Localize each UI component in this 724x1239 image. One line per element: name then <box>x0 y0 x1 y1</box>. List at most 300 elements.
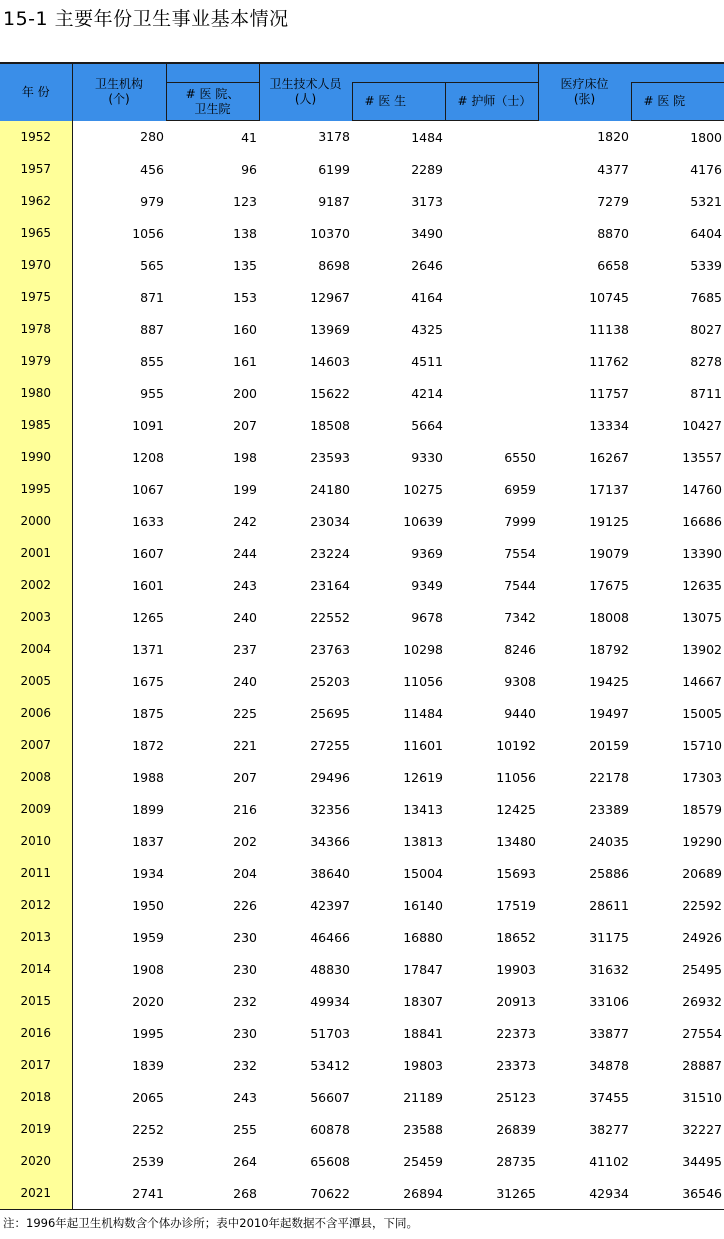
year-cell: 1980 <box>0 377 72 409</box>
value-cell: 1601 <box>132 577 164 593</box>
year-cell: 2021 <box>0 1177 72 1210</box>
value-cell: 1371 <box>132 641 164 657</box>
value-cell: 887 <box>140 321 164 337</box>
value-cell: 1484 <box>411 129 443 145</box>
value-cell: 26839 <box>496 1121 536 1137</box>
value-cell: 199 <box>233 481 257 497</box>
value-cell: 19290 <box>682 833 722 849</box>
value-cell: 8278 <box>690 353 722 369</box>
year-cell: 1970 <box>0 249 72 281</box>
table-row <box>0 1049 724 1081</box>
value-cell: 38277 <box>589 1121 629 1137</box>
header-hospitals-line1: # 医 院、 <box>185 86 240 101</box>
table-row <box>0 313 724 345</box>
value-cell: 1875 <box>132 705 164 721</box>
value-cell: 13557 <box>682 449 722 465</box>
year-cell: 2015 <box>0 985 72 1017</box>
value-cell: 7279 <box>597 193 629 209</box>
value-cell: 1988 <box>132 769 164 785</box>
value-cell <box>445 281 538 313</box>
value-cell: 3178 <box>318 129 350 145</box>
value-cell: 15622 <box>310 385 350 401</box>
value-cell: 6199 <box>318 161 350 177</box>
value-cell: 25459 <box>403 1153 443 1169</box>
value-cell: 15693 <box>496 865 536 881</box>
value-cell: 4164 <box>411 289 443 305</box>
table-row <box>0 825 724 857</box>
value-cell: 14760 <box>682 481 722 497</box>
value-cell: 1995 <box>132 1025 164 1041</box>
value-cell: 34878 <box>589 1057 629 1073</box>
value-cell: 4325 <box>411 321 443 337</box>
value-cell: 2289 <box>411 161 443 177</box>
value-cell: 10639 <box>403 513 443 529</box>
value-cell: 24035 <box>589 833 629 849</box>
year-cell: 2004 <box>0 633 72 665</box>
value-cell: 1800 <box>690 129 722 145</box>
value-cell <box>445 249 538 281</box>
value-cell: 240 <box>233 609 257 625</box>
value-cell: 36546 <box>631 1177 724 1210</box>
value-cell: 10370 <box>310 225 350 241</box>
value-cell: 23588 <box>403 1121 443 1137</box>
value-cell: 21189 <box>403 1089 443 1105</box>
value-cell: 12425 <box>496 801 536 817</box>
year-cell: 2011 <box>0 857 72 889</box>
table-row <box>0 505 724 537</box>
value-cell: 23034 <box>310 513 350 529</box>
value-cell: 29496 <box>310 769 350 785</box>
header-doctors: # 医 生 <box>352 83 445 121</box>
year-cell: 2016 <box>0 1017 72 1049</box>
table-row <box>0 761 724 793</box>
value-cell: 16686 <box>682 513 722 529</box>
value-cell <box>445 409 538 441</box>
value-cell: 221 <box>233 737 257 753</box>
value-cell: 42397 <box>310 897 350 913</box>
year-cell: 2003 <box>0 601 72 633</box>
header-institutions <box>72 63 166 121</box>
value-cell: 4176 <box>690 161 722 177</box>
value-cell: 1934 <box>132 865 164 881</box>
value-cell: 8698 <box>318 257 350 273</box>
value-cell: 225 <box>233 705 257 721</box>
value-cell: 11601 <box>403 737 443 753</box>
table-row <box>0 409 724 441</box>
table-row <box>0 1081 724 1113</box>
table-row <box>0 889 724 921</box>
value-cell: 855 <box>140 353 164 369</box>
value-cell: 4511 <box>411 353 443 369</box>
table-row <box>0 1145 724 1177</box>
header-nurses: # 护师（士） <box>445 83 538 121</box>
value-cell: 23389 <box>589 801 629 817</box>
value-cell: 280 <box>140 129 164 145</box>
value-cell <box>445 153 538 185</box>
header-institutions-label: 卫生机构 <box>94 77 143 92</box>
value-cell: 8870 <box>597 225 629 241</box>
table-row <box>0 1177 724 1210</box>
value-cell: 8246 <box>504 641 536 657</box>
value-cell: 15005 <box>682 705 722 721</box>
value-cell: 202 <box>233 833 257 849</box>
value-cell: 17303 <box>682 769 722 785</box>
value-cell: 18841 <box>403 1025 443 1041</box>
value-cell: 135 <box>233 257 257 273</box>
value-cell: 22178 <box>589 769 629 785</box>
value-cell: 20689 <box>682 865 722 881</box>
value-cell: 19079 <box>589 545 629 561</box>
value-cell: 198 <box>233 449 257 465</box>
year-cell: 2010 <box>0 825 72 857</box>
value-cell: 42934 <box>538 1177 631 1210</box>
value-cell: 25123 <box>496 1089 536 1105</box>
year-cell: 2014 <box>0 953 72 985</box>
value-cell: 1899 <box>132 801 164 817</box>
value-cell: 1950 <box>132 897 164 913</box>
year-cell: 2009 <box>0 793 72 825</box>
value-cell: 1959 <box>132 929 164 945</box>
value-cell: 243 <box>233 577 257 593</box>
header-hospitals-top <box>166 63 259 83</box>
header-spacer <box>352 63 538 83</box>
value-cell: 13969 <box>310 321 350 337</box>
value-cell: 979 <box>140 193 164 209</box>
value-cell: 160 <box>233 321 257 337</box>
value-cell: 955 <box>140 385 164 401</box>
value-cell: 28887 <box>682 1057 722 1073</box>
value-cell <box>445 345 538 377</box>
value-cell: 34366 <box>310 833 350 849</box>
year-cell: 2013 <box>0 921 72 953</box>
table-body <box>0 121 724 1210</box>
value-cell: 230 <box>233 1025 257 1041</box>
value-cell: 19125 <box>589 513 629 529</box>
value-cell: 23763 <box>310 641 350 657</box>
table-row <box>0 857 724 889</box>
value-cell: 22373 <box>496 1025 536 1041</box>
value-cell: 11056 <box>403 673 443 689</box>
year-cell: 2006 <box>0 697 72 729</box>
year-cell: 2019 <box>0 1113 72 1145</box>
value-cell: 15004 <box>403 865 443 881</box>
value-cell: 53412 <box>310 1057 350 1073</box>
page-title: 15-1 主要年份卫生事业基本情况 <box>3 8 289 30</box>
value-cell: 11762 <box>589 353 629 369</box>
value-cell: 5664 <box>411 417 443 433</box>
value-cell: 4214 <box>411 385 443 401</box>
value-cell: 1056 <box>132 225 164 241</box>
year-cell: 1990 <box>0 441 72 473</box>
table-row <box>0 1017 724 1049</box>
table-row <box>0 281 724 313</box>
value-cell: 123 <box>233 193 257 209</box>
value-cell: 11484 <box>403 705 443 721</box>
value-cell: 1839 <box>132 1057 164 1073</box>
value-cell: 1091 <box>132 417 164 433</box>
value-cell: 7999 <box>504 513 536 529</box>
year-cell: 1995 <box>0 473 72 505</box>
year-cell: 2017 <box>0 1049 72 1081</box>
value-cell: 6404 <box>690 225 722 241</box>
value-cell: 1208 <box>132 449 164 465</box>
table-row <box>0 985 724 1017</box>
table-row <box>0 441 724 473</box>
value-cell: 1837 <box>132 833 164 849</box>
value-cell: 17847 <box>403 961 443 977</box>
value-cell <box>445 377 538 409</box>
value-cell: 9678 <box>411 609 443 625</box>
value-cell: 8027 <box>690 321 722 337</box>
value-cell: 255 <box>233 1121 257 1137</box>
value-cell: 31632 <box>589 961 629 977</box>
value-cell: 6550 <box>504 449 536 465</box>
value-cell: 19425 <box>589 673 629 689</box>
value-cell: 9440 <box>504 705 536 721</box>
value-cell: 13480 <box>496 833 536 849</box>
value-cell: 25495 <box>682 961 722 977</box>
year-cell: 2012 <box>0 889 72 921</box>
year-cell: 1979 <box>0 345 72 377</box>
value-cell: 10192 <box>496 737 536 753</box>
value-cell: 12619 <box>403 769 443 785</box>
value-cell: 23593 <box>310 449 350 465</box>
value-cell: 240 <box>233 673 257 689</box>
value-cell: 153 <box>233 289 257 305</box>
value-cell: 20913 <box>496 993 536 1009</box>
value-cell: 4377 <box>597 161 629 177</box>
value-cell: 6658 <box>597 257 629 273</box>
value-cell: 10427 <box>682 417 722 433</box>
value-cell: 9187 <box>318 193 350 209</box>
header-technicians-label: 卫生技术人员 <box>269 77 342 92</box>
value-cell: 10275 <box>403 481 443 497</box>
table-row <box>0 153 724 185</box>
header-technicians <box>259 63 352 121</box>
year-cell: 2007 <box>0 729 72 761</box>
value-cell: 23373 <box>496 1057 536 1073</box>
value-cell: 60878 <box>310 1121 350 1137</box>
value-cell: 9330 <box>411 449 443 465</box>
table-row <box>0 121 724 154</box>
year-cell: 1957 <box>0 153 72 185</box>
table-row <box>0 1113 724 1145</box>
value-cell: 5339 <box>690 257 722 273</box>
table-row <box>0 185 724 217</box>
value-cell: 70622 <box>259 1177 352 1210</box>
value-cell: 41102 <box>589 1153 629 1169</box>
year-cell: 2018 <box>0 1081 72 1113</box>
table-row <box>0 537 724 569</box>
year-cell: 1965 <box>0 217 72 249</box>
value-cell: 264 <box>233 1153 257 1169</box>
year-cell: 1985 <box>0 409 72 441</box>
value-cell: 48830 <box>310 961 350 977</box>
value-cell: 232 <box>233 993 257 1009</box>
value-cell: 1633 <box>132 513 164 529</box>
year-cell: 2005 <box>0 665 72 697</box>
value-cell: 3173 <box>411 193 443 209</box>
value-cell: 1820 <box>597 129 629 145</box>
table-row <box>0 793 724 825</box>
value-cell: 230 <box>233 961 257 977</box>
value-cell: 200 <box>233 385 257 401</box>
value-cell: 207 <box>233 417 257 433</box>
value-cell: 17519 <box>496 897 536 913</box>
value-cell: 33877 <box>589 1025 629 1041</box>
value-cell: 26932 <box>682 993 722 1009</box>
value-cell: 18792 <box>589 641 629 657</box>
value-cell: 33106 <box>589 993 629 1009</box>
header-technicians-unit: (人) <box>294 92 317 107</box>
value-cell: 65608 <box>310 1153 350 1169</box>
table-row <box>0 697 724 729</box>
value-cell: 28735 <box>496 1153 536 1169</box>
value-cell: 216 <box>233 801 257 817</box>
value-cell: 32356 <box>310 801 350 817</box>
value-cell: 456 <box>140 161 164 177</box>
value-cell: 18008 <box>589 609 629 625</box>
value-cell: 2252 <box>132 1121 164 1137</box>
value-cell: 20159 <box>589 737 629 753</box>
value-cell: 230 <box>233 929 257 945</box>
year-cell: 2008 <box>0 761 72 793</box>
value-cell: 18508 <box>310 417 350 433</box>
table-row <box>0 569 724 601</box>
value-cell: 7342 <box>504 609 536 625</box>
value-cell: 11056 <box>496 769 536 785</box>
table-row <box>0 953 724 985</box>
value-cell: 2020 <box>132 993 164 1009</box>
value-cell: 10298 <box>403 641 443 657</box>
value-cell: 1265 <box>132 609 164 625</box>
header-beds-label: 医疗床位 <box>560 77 609 92</box>
value-cell: 27255 <box>310 737 350 753</box>
table-row <box>0 217 724 249</box>
value-cell: 16880 <box>403 929 443 945</box>
value-cell: 31510 <box>682 1089 722 1105</box>
value-cell: 17137 <box>589 481 629 497</box>
value-cell: 242 <box>233 513 257 529</box>
value-cell <box>445 185 538 217</box>
value-cell: 243 <box>233 1089 257 1105</box>
value-cell <box>445 121 538 154</box>
header-hospital-beds: # 医 院 <box>631 83 724 121</box>
value-cell: 14603 <box>310 353 350 369</box>
value-cell: 207 <box>233 769 257 785</box>
value-cell: 22592 <box>682 897 722 913</box>
header-year: 年 份 <box>0 63 72 121</box>
value-cell: 7544 <box>504 577 536 593</box>
value-cell: 161 <box>233 353 257 369</box>
value-cell: 204 <box>233 865 257 881</box>
value-cell: 24926 <box>682 929 722 945</box>
header-hospitals-line2: 卫生院 <box>194 101 231 116</box>
value-cell: 51703 <box>310 1025 350 1041</box>
value-cell: 1872 <box>132 737 164 753</box>
value-cell: 268 <box>166 1177 259 1210</box>
value-cell: 96 <box>241 161 257 177</box>
value-cell: 49934 <box>310 993 350 1009</box>
table-row <box>0 473 724 505</box>
year-cell: 2020 <box>0 1145 72 1177</box>
value-cell: 28611 <box>589 897 629 913</box>
table-row <box>0 249 724 281</box>
table-row <box>0 729 724 761</box>
year-cell: 2000 <box>0 505 72 537</box>
value-cell: 2646 <box>411 257 443 273</box>
value-cell: 23224 <box>310 545 350 561</box>
year-cell: 2002 <box>0 569 72 601</box>
value-cell: 2539 <box>132 1153 164 1169</box>
year-cell: 1978 <box>0 313 72 345</box>
value-cell: 9369 <box>411 545 443 561</box>
value-cell: 1908 <box>132 961 164 977</box>
value-cell: 18652 <box>496 929 536 945</box>
table-row <box>0 377 724 409</box>
value-cell: 11138 <box>589 321 629 337</box>
header-hospitals <box>166 83 259 121</box>
header-beds <box>538 63 631 121</box>
value-cell: 237 <box>233 641 257 657</box>
value-cell: 25695 <box>310 705 350 721</box>
value-cell: 12967 <box>310 289 350 305</box>
value-cell: 14667 <box>682 673 722 689</box>
value-cell: 16140 <box>403 897 443 913</box>
year-cell: 1952 <box>0 121 72 154</box>
value-cell: 37455 <box>589 1089 629 1105</box>
value-cell: 226 <box>233 897 257 913</box>
value-cell: 138 <box>233 225 257 241</box>
value-cell: 13334 <box>589 417 629 433</box>
value-cell: 10745 <box>589 289 629 305</box>
value-cell: 13390 <box>682 545 722 561</box>
value-cell: 56607 <box>310 1089 350 1105</box>
value-cell <box>445 313 538 345</box>
value-cell: 25886 <box>589 865 629 881</box>
health-statistics-table <box>0 62 724 1210</box>
header-beds-unit: (张) <box>573 92 596 107</box>
table-row <box>0 601 724 633</box>
value-cell: 15710 <box>682 737 722 753</box>
value-cell: 16267 <box>589 449 629 465</box>
value-cell: 46466 <box>310 929 350 945</box>
year-cell: 2001 <box>0 537 72 569</box>
value-cell: 2065 <box>132 1089 164 1105</box>
value-cell: 11757 <box>589 385 629 401</box>
table-header <box>0 63 724 121</box>
value-cell: 18307 <box>403 993 443 1009</box>
value-cell: 18579 <box>682 801 722 817</box>
value-cell: 2741 <box>72 1177 166 1210</box>
year-cell: 1962 <box>0 185 72 217</box>
table-row <box>0 633 724 665</box>
value-cell: 1067 <box>132 481 164 497</box>
value-cell: 38640 <box>310 865 350 881</box>
value-cell: 26894 <box>352 1177 445 1210</box>
value-cell: 8711 <box>690 385 722 401</box>
value-cell: 9349 <box>411 577 443 593</box>
value-cell: 13902 <box>682 641 722 657</box>
value-cell: 41 <box>241 129 257 145</box>
value-cell: 34495 <box>682 1153 722 1169</box>
value-cell: 7554 <box>504 545 536 561</box>
value-cell: 13813 <box>403 833 443 849</box>
value-cell: 23164 <box>310 577 350 593</box>
value-cell: 19803 <box>403 1057 443 1073</box>
value-cell: 871 <box>140 289 164 305</box>
value-cell: 19497 <box>589 705 629 721</box>
